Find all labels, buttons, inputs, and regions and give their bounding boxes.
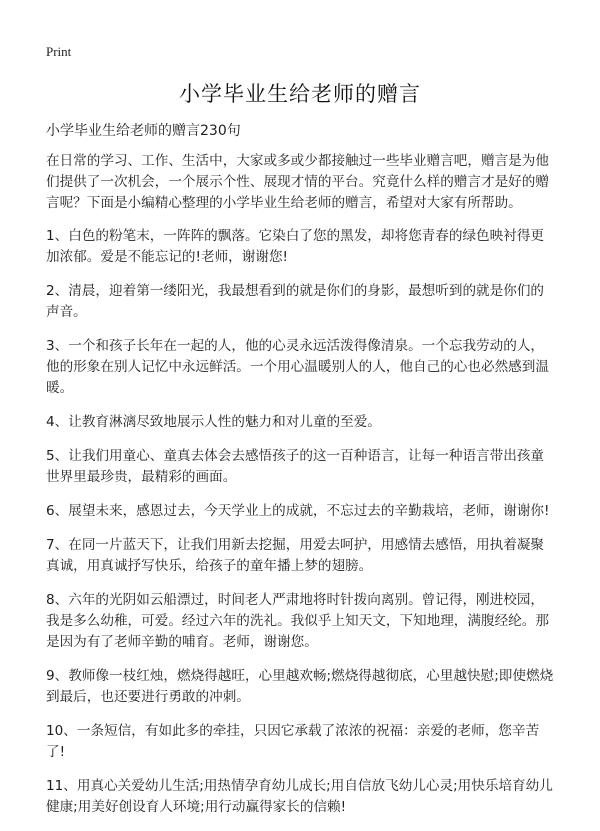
print-link[interactable]: Print — [46, 44, 72, 59]
list-item: 4、让教育淋漓尽致地展示人性的魅力和对儿童的至爱。 — [46, 414, 381, 430]
document-subtitle: 小学毕业生给老师的赠言230句 — [46, 123, 241, 139]
document-body — [46, 151, 554, 831]
list-item: 5、让我们用童心、童真去体会去感悟孩子的这一百种语言，让每一种语言带出孩童世界里最珍贵，最精彩的画面。 — [46, 448, 545, 485]
list-item: 2、清晨，迎着第一缕阳光，我最想看到的就是你们的身影，最想听到的就是你们的声音。 — [46, 283, 545, 320]
list-item: 1、白色的粉笔末，一阵阵的飘落。它染白了您的黑发，却将您青春的绿色映衬得更加浓郁。爱是不能忘记的!老师，谢谢您! — [46, 228, 545, 265]
list-item: 10、一条短信，有如此多的牵挂，只因它承载了浓浓的祝福：亲爱的老师，您辛苦了! — [46, 723, 540, 760]
list-item: 7、在同一片蓝天下，让我们用新去挖掘，用爱去呵护，用感情去感悟，用执着凝聚真诚，用真诚抒写快乐，给孩子的童年播上梦的翅膀。 — [46, 537, 545, 574]
list-item: 6、展望未来，感恩过去，今天学业上的成就，不忘过去的辛勤栽培，老师，谢谢你! — [46, 503, 550, 519]
intro-paragraph: 在日常的学习、工作、生活中，大家或多或少都接触过一些毕业赠言吧，赠言是为他们提供了一次机会，一个展示个性、展现才情的平台。究竟什么样的赠言才是好的赠言呢？下面是小编精心整理的小学毕业生给老师的赠言，希望对大家有所帮助。 — [46, 153, 549, 211]
list-item: 9、教师像一枝红烛，燃烧得越旺，心里越欢畅;燃烧得越彻底，心里越快慰;即使燃烧到最后，也还要进行勇敢的冲刺。 — [46, 668, 554, 705]
list-item: 3、一个和孩子长年在一起的人，他的心灵永远活泼得像清泉。一个忘我劳动的人，他的形象在别人记忆中永远鲜活。一个用心温暖别人的人，他自己的心也必然感到温暖。 — [46, 338, 549, 396]
list-item: 8、六年的光阴如云船漂过，时间老人严肃地将时针拨向离别。曾记得，刚进校园，我是多么幼稚，可爱。经过六年的洗礼。我似乎上知天文，下知地理，满腹经纶。那是因为有了老师辛勤的哺育。老师，谢谢您。 — [46, 592, 549, 650]
document-title: 小学毕业生给老师的赠言 — [179, 82, 421, 106]
list-item: 11、用真心关爱幼儿生活;用热情孕育幼儿成长;用自信放飞幼儿心灵;用快乐培育幼儿健康;用美好创设育人环境;用行动赢得家长的信赖! — [46, 778, 553, 815]
